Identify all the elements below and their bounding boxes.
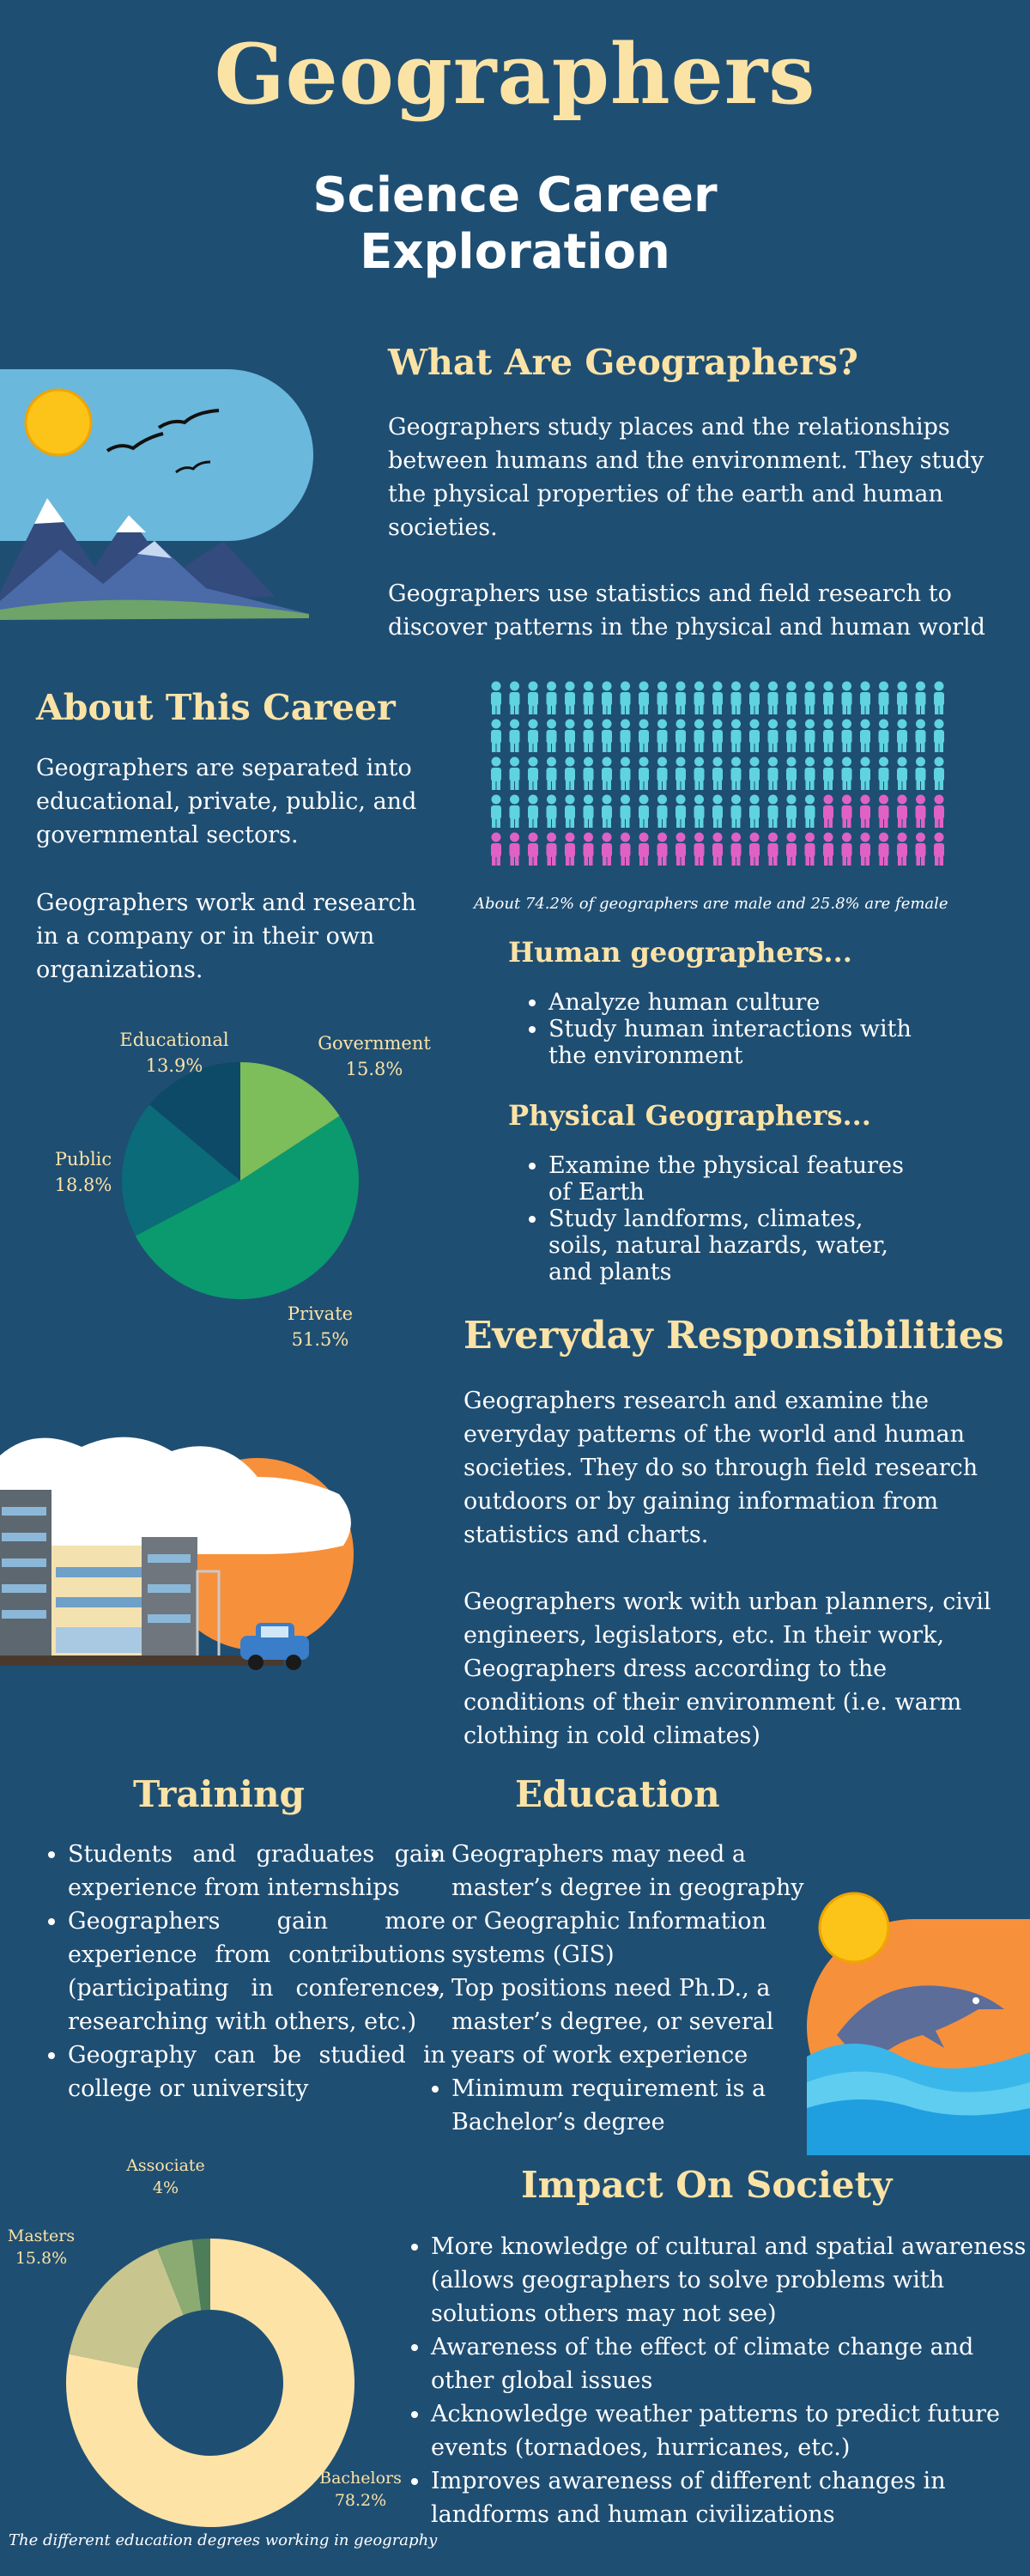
male-person-icon [712,757,723,791]
male-person-icon [528,757,538,791]
degree-caption: The different education degrees working in geography [9,2531,438,2549]
male-person-icon [657,720,668,753]
female-person-icon [528,833,538,866]
male-person-icon [639,682,649,715]
female-person-icon [897,795,907,829]
male-person-icon [584,720,594,753]
male-person-icon [584,795,594,829]
male-person-icon [657,682,668,715]
female-person-icon [897,833,907,866]
female-person-icon [510,833,520,866]
male-person-icon [565,682,575,715]
male-person-icon [621,682,631,715]
sector-pie-chart [34,1013,464,1374]
female-person-icon [842,833,852,866]
male-person-icon [565,720,575,753]
male-person-icon [528,795,538,829]
male-person-icon [805,795,815,829]
male-person-icon [547,720,557,753]
female-person-icon [731,833,742,866]
male-person-icon [676,720,686,753]
male-person-icon [934,757,944,791]
about-heading: About This Career [36,687,396,728]
male-person-icon [823,720,833,753]
what-are-heading: What Are Geographers? [388,342,858,383]
donut-value-bachelors: 78.2% [334,2491,387,2510]
female-person-icon [694,833,705,866]
pie-label-private: Private [287,1303,354,1324]
female-person-icon [860,795,870,829]
male-person-icon [712,720,723,753]
male-person-icon [916,720,926,753]
male-person-icon [510,795,520,829]
male-person-icon [768,682,779,715]
male-person-icon [491,720,501,753]
list-item: • Analyze human culture [548,989,943,1016]
list-item: • Study human interactions with the environment [548,1016,943,1069]
female-person-icon [860,833,870,866]
male-person-icon [897,682,907,715]
pie-label-government: Government [318,1033,431,1054]
female-person-icon [565,833,575,866]
female-person-icon [712,833,723,866]
list-item: • Study landforms, climates, soils, natural hazards, water, and plants [548,1206,926,1285]
gender-caption: About 74.2% of geographers are male and 25.8% are female [474,895,948,913]
male-person-icon [768,720,779,753]
male-person-icon [510,682,520,715]
female-person-icon [934,833,944,866]
sun-icon [26,390,91,455]
male-person-icon [584,757,594,791]
list-item: • More knowledge of cultural and spatial awareness (allows geographers to solve problems with solutions others may not see) [431,2230,1030,2330]
male-person-icon [842,720,852,753]
male-person-icon [639,720,649,753]
what-are-paragraph-2: Geographers use statistics and field research to discover patterns in the physical and human world [388,580,985,641]
female-person-icon [842,795,852,829]
female-person-icon [916,795,926,829]
donut-value-masters: 15.8% [15,2249,68,2268]
about-paragraph-2: Geographers work and research in a company or in their own organizations. [36,890,416,983]
female-person-icon [805,833,815,866]
list-item: • Improves awareness of different changes in landforms and human civilizations [431,2464,1030,2531]
female-person-icon [657,833,668,866]
male-person-icon [897,757,907,791]
male-person-icon [491,682,501,715]
male-person-icon [676,795,686,829]
female-person-icon [491,833,501,866]
male-person-icon [694,682,705,715]
pie-value-public: 18.8% [54,1175,112,1195]
male-person-icon [528,682,538,715]
list-item: • Geography can be studied in college or university [68,2038,445,2105]
male-person-icon [749,682,760,715]
female-person-icon [934,795,944,829]
male-person-icon [805,682,815,715]
male-person-icon [805,757,815,791]
male-person-icon [860,682,870,715]
female-person-icon [823,795,833,829]
female-person-icon [547,833,557,866]
pie-value-government: 15.8% [345,1059,403,1079]
education-list [422,1838,829,2139]
female-person-icon [749,833,760,866]
human-list [519,989,943,1069]
male-person-icon [731,720,742,753]
female-person-icon [621,833,631,866]
male-person-icon [805,720,815,753]
male-person-icon [602,682,612,715]
male-person-icon [842,757,852,791]
training-list [39,1838,445,2105]
donut-value-associate: 4% [152,2178,179,2197]
male-person-icon [694,757,705,791]
male-person-icon [731,682,742,715]
male-person-icon [676,757,686,791]
human-heading: Human geographers... [508,936,852,969]
about-paragraph-1: Geographers are separated into educational, private, public, and governmental sectors. [36,755,417,848]
female-person-icon [786,833,797,866]
male-person-icon [786,682,797,715]
male-person-icon [676,682,686,715]
responsibilities-heading: Everyday Responsibilities [464,1314,1004,1358]
donut-label-associate: Associate [126,2156,205,2175]
male-person-icon [547,795,557,829]
female-person-icon [916,833,926,866]
pie-value-educational: 13.9% [145,1055,203,1076]
male-person-icon [565,795,575,829]
training-heading: Training [133,1773,305,1815]
male-person-icon [639,795,649,829]
sun-icon [820,1893,888,1962]
male-person-icon [639,757,649,791]
responsibilities-paragraph-1: Geographers research and examine the everyday patterns of the world and human societies. They do so through field research outdoors or by gaining information from statistics and charts. [464,1388,978,1548]
male-person-icon [602,720,612,753]
list-item: • Awareness of the effect of climate change and other global issues [431,2330,1030,2397]
male-person-icon [768,795,779,829]
male-person-icon [621,757,631,791]
female-person-icon [879,795,889,829]
pie-label-public: Public [54,1149,112,1170]
pie-label-educational: Educational [119,1030,229,1050]
male-person-icon [860,720,870,753]
list-item: • Top positions need Ph.D., a master’s degree, or several years of work experience [451,1971,829,2072]
pie-value-private: 51.5% [291,1329,349,1350]
cloud-icon [0,1437,351,1554]
male-person-icon [584,682,594,715]
female-person-icon [768,833,779,866]
male-person-icon [879,682,889,715]
donut-label-masters: Masters [7,2227,76,2245]
gender-icon-chart [481,674,961,880]
male-person-icon [916,682,926,715]
donut-label-bachelors: Bachelors [319,2469,402,2488]
responsibilities-paragraph-2: Geographers work with urban planners, civil engineers, legislators, etc. In their work, Geographers dress according to the conditions of their environment (i.e. warm clothing in cold climates) [464,1589,991,1749]
what-are-paragraph-1: Geographers study places and the relationships between humans and the environment. They study the physical properties of the earth and human societies. [388,414,985,541]
female-person-icon [879,833,889,866]
male-person-icon [860,757,870,791]
list-item: • Students and graduates gain experience from internships [68,1838,445,1905]
male-person-icon [768,757,779,791]
physical-heading: Physical Geographers... [508,1099,871,1132]
city-illustration [0,1425,360,1692]
male-person-icon [916,757,926,791]
male-person-icon [694,795,705,829]
male-person-icon [731,757,742,791]
list-item: • Geographers may need a master’s degree in geography or Geographic Information systems (GIS) [451,1838,829,1971]
degree-donut-chart [0,2147,403,2542]
female-person-icon [639,833,649,866]
male-person-icon [823,757,833,791]
mountain-illustration [0,369,318,627]
male-person-icon [749,720,760,753]
female-person-icon [584,833,594,866]
list-item: • Geographers gain more experience from contributions (participating in conferences, researching with others, etc.) [68,1905,445,2038]
male-person-icon [657,757,668,791]
male-person-icon [897,720,907,753]
male-person-icon [528,720,538,753]
page-subtitle: Science Career Exploration [312,167,718,280]
impact-heading: Impact On Society [521,2164,893,2206]
physical-list [519,1152,926,1285]
female-person-icon [676,833,686,866]
male-person-icon [712,682,723,715]
male-person-icon [731,795,742,829]
male-person-icon [565,757,575,791]
male-person-icon [842,682,852,715]
male-person-icon [510,757,520,791]
male-person-icon [602,795,612,829]
male-person-icon [602,757,612,791]
male-person-icon [694,720,705,753]
list-item: • Acknowledge weather patterns to predict future events (tornadoes, hurricanes, etc.) [431,2397,1030,2464]
male-person-icon [510,720,520,753]
male-person-icon [786,757,797,791]
male-person-icon [491,795,501,829]
male-person-icon [491,757,501,791]
male-person-icon [786,795,797,829]
impact-list [402,2230,1030,2531]
list-item: • Examine the physical features of Earth [548,1152,926,1206]
education-heading: Education [515,1773,720,1815]
male-person-icon [749,757,760,791]
list-item: • Minimum requirement is a Bachelor’s degree [451,2072,829,2139]
dolphin-illustration [785,1872,1030,2155]
male-person-icon [749,795,760,829]
male-person-icon [547,757,557,791]
male-person-icon [712,795,723,829]
male-person-icon [934,720,944,753]
page-title: Geographers [214,26,816,123]
male-person-icon [934,682,944,715]
male-person-icon [657,795,668,829]
male-person-icon [621,795,631,829]
female-person-icon [823,833,833,866]
male-person-icon [621,720,631,753]
male-person-icon [786,720,797,753]
female-person-icon [602,833,612,866]
male-person-icon [879,720,889,753]
male-person-icon [879,757,889,791]
road [0,1656,283,1666]
male-person-icon [823,682,833,715]
male-person-icon [547,682,557,715]
